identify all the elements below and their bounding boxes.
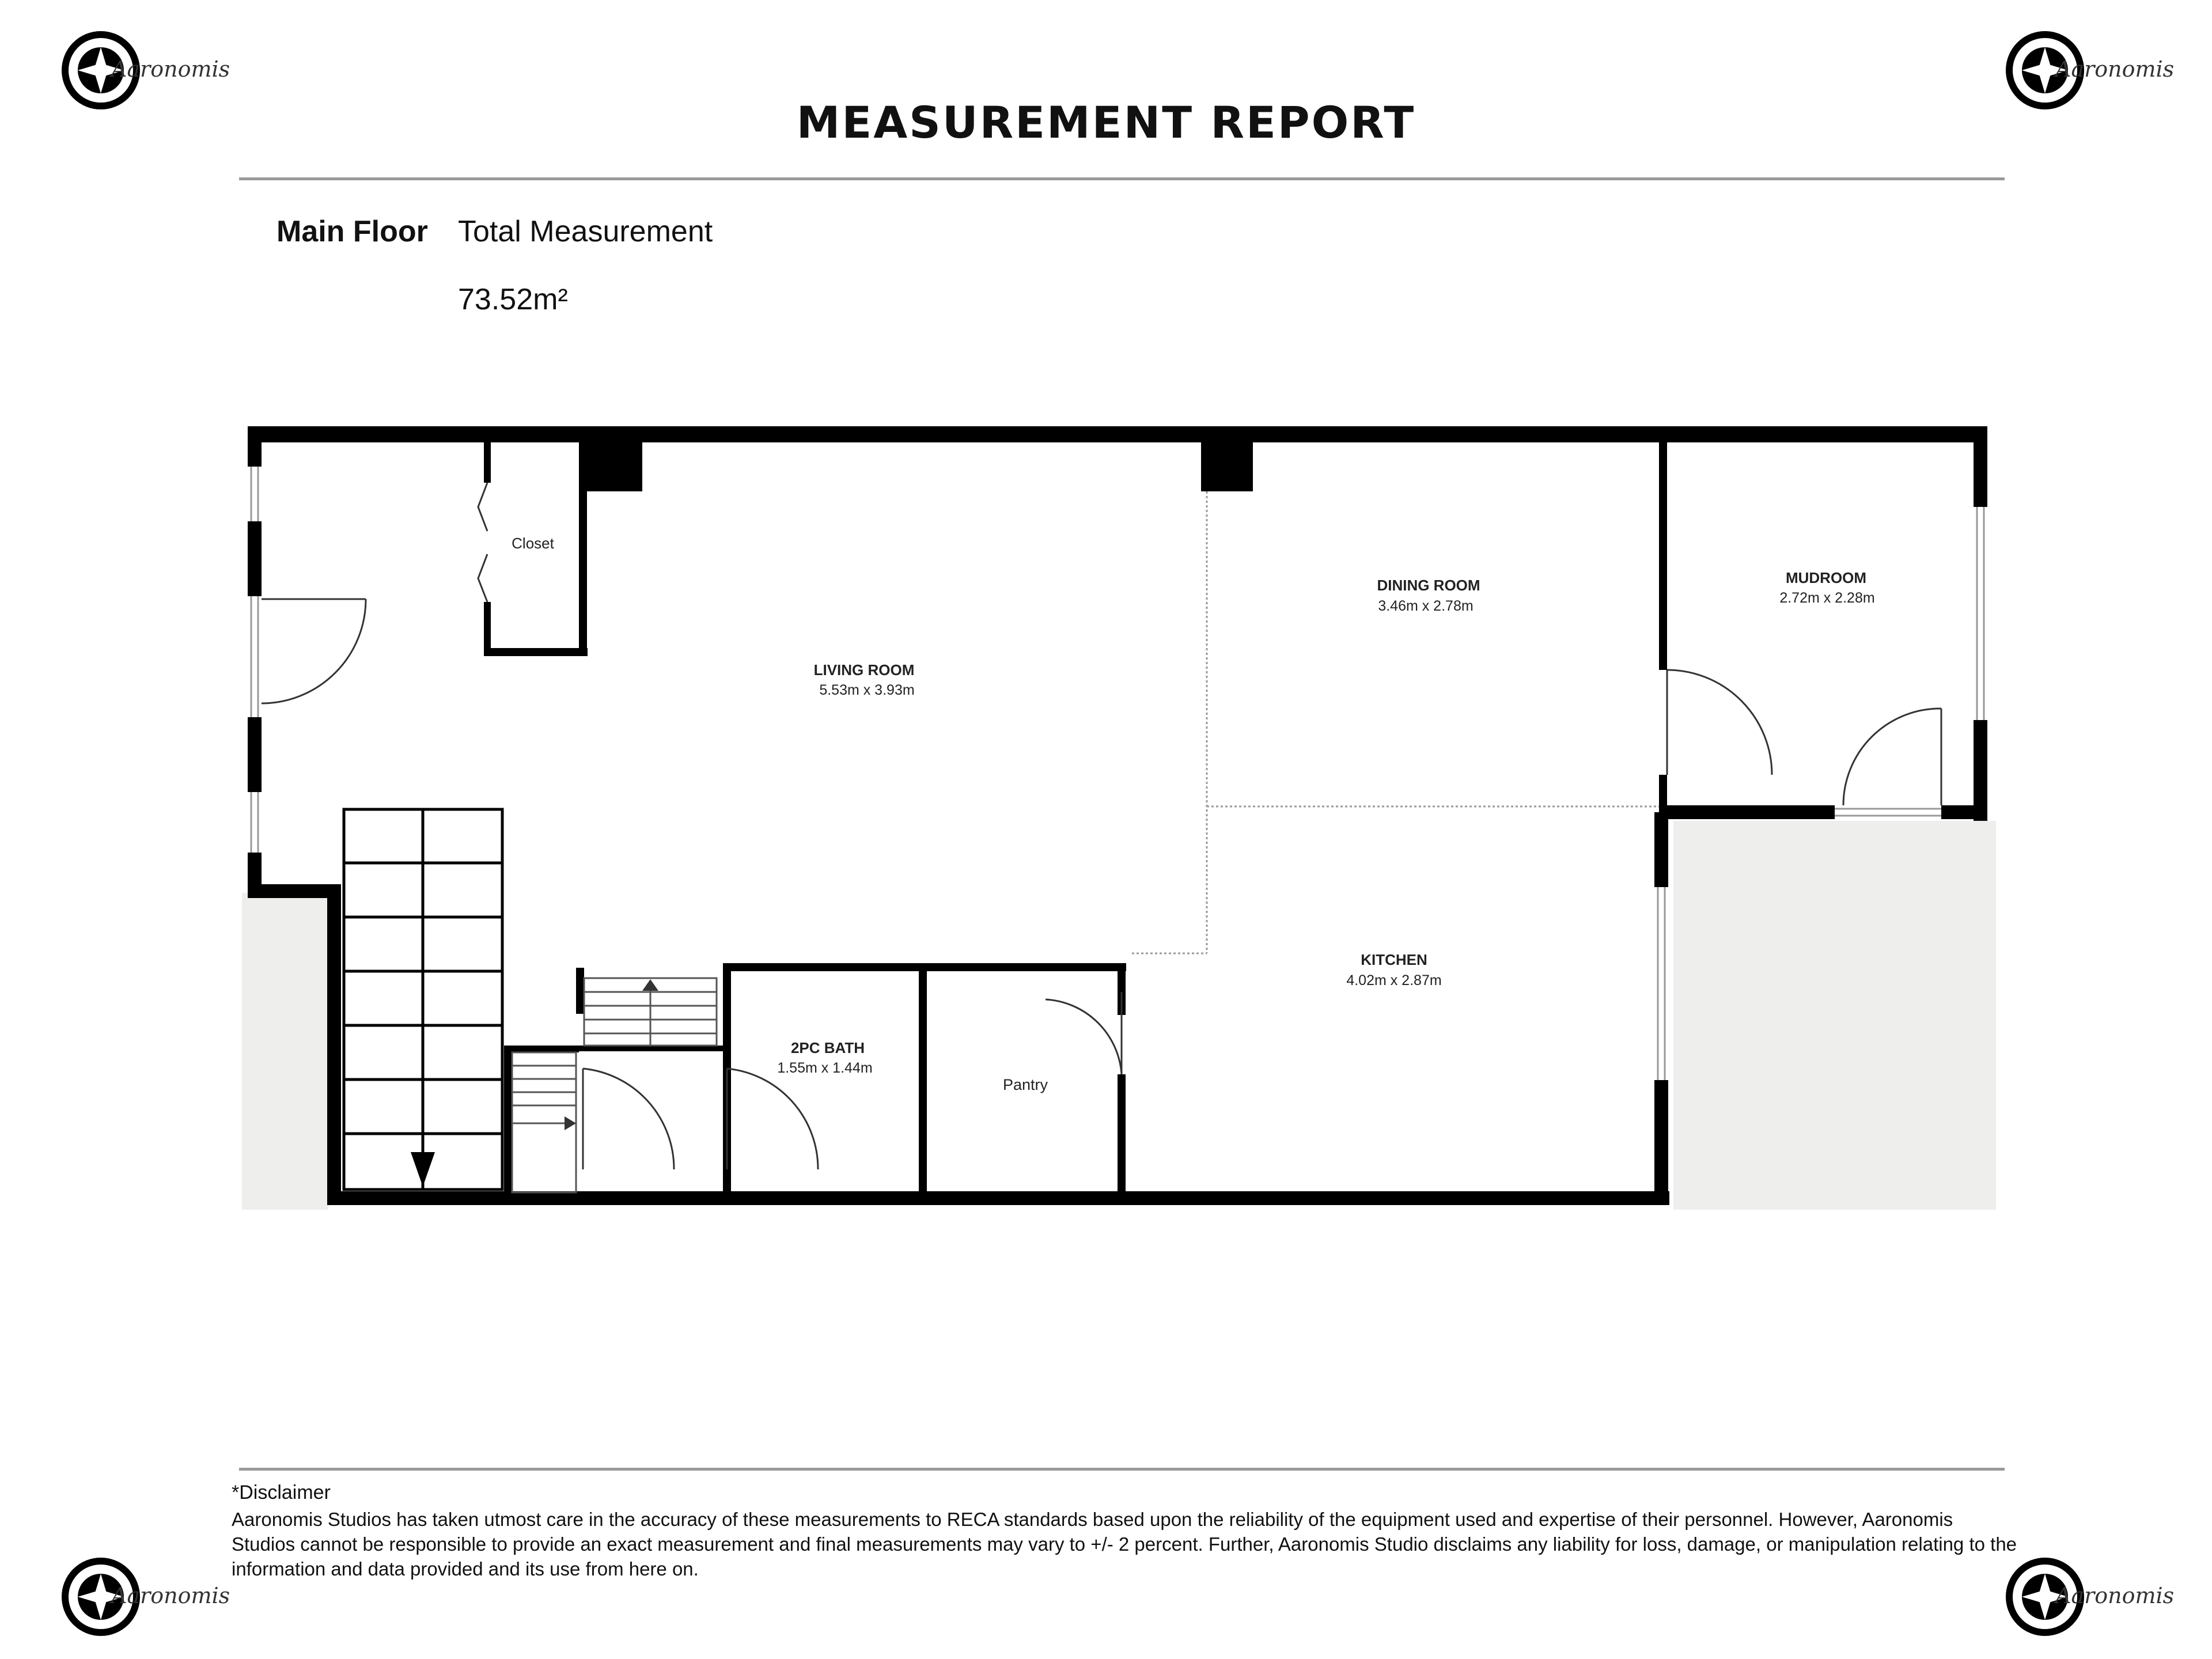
disclaimer-title: *Disclaimer bbox=[232, 1482, 331, 1503]
room-label-dining: DINING ROOM bbox=[1377, 577, 1480, 594]
logo-text: Aaronomis bbox=[111, 56, 230, 82]
room-dims-living: 5.53m x 3.93m bbox=[819, 682, 915, 698]
room-dims-mudroom: 2.72m x 2.28m bbox=[1779, 590, 1875, 606]
logo-text: Aaronomis bbox=[111, 1583, 230, 1608]
footer-divider bbox=[239, 1468, 2005, 1471]
room-label-living: LIVING ROOM bbox=[813, 661, 915, 679]
exterior-area-right bbox=[1673, 821, 1996, 1210]
logo-text: Aaronomis bbox=[2055, 1583, 2175, 1608]
room-dividers bbox=[1132, 491, 1659, 953]
floor-label: Main Floor bbox=[276, 215, 428, 248]
room-label-kitchen: KITCHEN bbox=[1361, 951, 1427, 968]
room-dims-bath: 1.55m x 1.44m bbox=[777, 1060, 873, 1076]
page-title: MEASUREMENT REPORT bbox=[796, 97, 1416, 148]
room-label-bath: 2PC BATH bbox=[790, 1039, 865, 1056]
total-measurement-value: 73.52m² bbox=[458, 283, 568, 316]
stairs-down-arrow-icon bbox=[411, 1152, 435, 1187]
room-dims-kitchen: 4.02m x 2.87m bbox=[1346, 972, 1442, 988]
logo-text: Aaronomis bbox=[2055, 56, 2175, 82]
stairs-up-arrow-icon bbox=[642, 979, 658, 991]
stairs-main bbox=[344, 809, 502, 1190]
stairs-side-arrow-icon bbox=[565, 1116, 576, 1130]
room-label-closet: Closet bbox=[512, 535, 554, 552]
exterior-area-left bbox=[242, 893, 328, 1210]
total-measurement-label: Total Measurement bbox=[458, 215, 713, 248]
room-dims-dining: 3.46m x 2.78m bbox=[1378, 598, 1474, 614]
room-label-mudroom: MUDROOM bbox=[1785, 569, 1867, 586]
room-label-pantry: Pantry bbox=[1002, 1076, 1048, 1093]
disclaimer-body: Aaronomis Studios has taken utmost care in the accuracy of these measurements to RECA standards based upon the reliability of the equipment used and expertise of their personnel. However, Aaronomis Studios cannot be responsible to provide an exact measurement and final measurements may vary to +/- 2 percent. Further, Aaronomis Studio disclaims any liability for loss, damage, or manipulation relating to the information and data provided and its use from here on. bbox=[232, 1509, 2017, 1580]
